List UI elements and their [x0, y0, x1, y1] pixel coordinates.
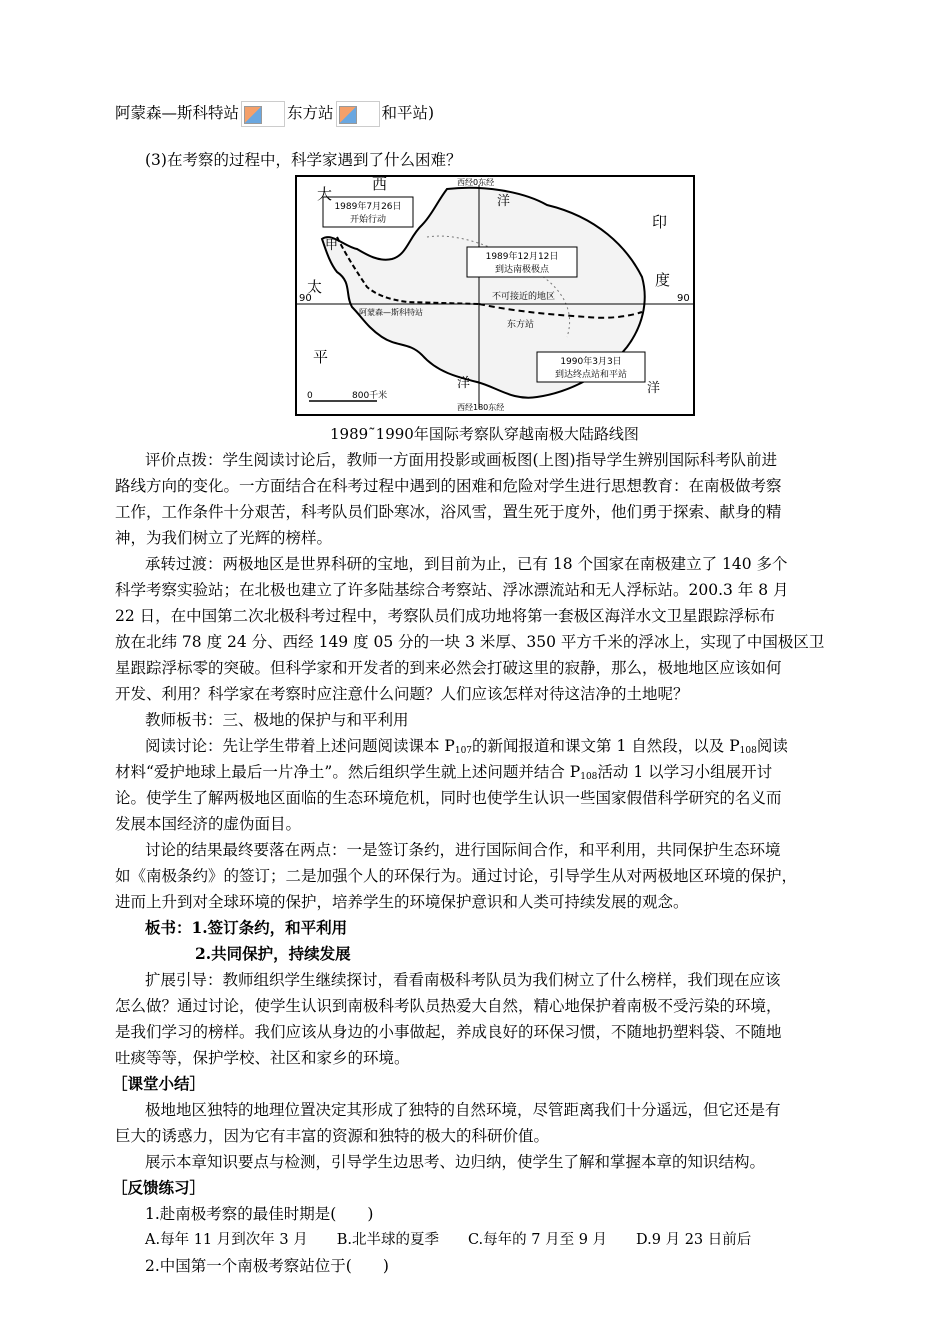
map-caption: 1989˜1990年国际考察队穿越南极大陆路线图 [330, 425, 639, 443]
ocean-label: 印 [652, 213, 668, 231]
ocean-label: 度 [655, 271, 671, 289]
text-line: 阅读讨论：先让学生带着上述问题阅读课本 $P_{107}$的新闻报道和课文第 1 自然段，以及 $P_{108}$阅读 [145, 737, 788, 756]
ocean-label: 西 [372, 177, 388, 193]
text-line: 星跟踪浮标零的突破。但科学家和开发者的到来必然会打破这里的寂静，那么，极地地区应该如何 [115, 659, 782, 677]
exercise-question: 1.赴南极考察的最佳时期是( ) [145, 1205, 374, 1223]
text-line: 吐痰等等，保护学校、社区和家乡的环境。 [115, 1049, 410, 1067]
label-end: 到达终点站和平站 [554, 370, 628, 380]
board-point-2: 2.共同保护，持续发展 [195, 944, 351, 963]
text-line: 论。使学生了解两极地区面临的生态环境危机，同时也使学生认识一些国家假借科学研究的名义而 [115, 789, 782, 807]
station-mirny: 和平站) [381, 104, 435, 122]
exercise-options: A.每年 11 月到次年 3 月 B.北半球的夏季 C.每年的 7 月至 9 月 D.9 月 23 日前后 [145, 1232, 752, 1248]
text-line: 讨论的结果最终要落在两点：一是签订条约，进行国际间合作，和平利用，共同保护生态环境 [145, 841, 781, 859]
text-line: 极地地区独特的地理位置决定其形成了独特的自然环境，尽管距离我们十分遥远，但它还是有 [145, 1101, 781, 1119]
section-heading-exercise: ［反馈练习］ [112, 1178, 206, 1197]
label-pole: 到达南极极点 [494, 265, 550, 275]
station-amundsen: 阿蒙森—斯科特站 [115, 104, 240, 122]
ocean-label: 大 [317, 185, 333, 203]
exercise-question: 2.中国第一个南极考察站位于( ) [145, 1257, 389, 1275]
ocean-label: 太 [307, 278, 323, 296]
text-line: 承转过渡：两极地区是世界科研的宝地，到目前为止，已有 18 个国家在南极建立了 140 多个 [145, 555, 788, 573]
text-line: 放在北纬 78 度 24 分、西经 149 度 05 分的一块 3 米厚、350 平方千米的浮冰上，实现了中国极区卫 [115, 633, 825, 651]
label-end-date: 1990年3月3日 [560, 357, 622, 367]
map-longitude-label: 西经180东经 [457, 403, 505, 412]
ocean-label: 洋 [647, 381, 661, 396]
ocean-label: 洋 [497, 194, 511, 209]
map-region-label: 不可接近的地区 [492, 292, 556, 302]
map-longitude-label: 90 [677, 293, 690, 304]
scale-label: 800千米 [352, 391, 388, 401]
ocean-label: 平 [313, 348, 329, 366]
map-longitude-label: 西经0东经 [457, 178, 495, 187]
text-line: 如《南极条约》的签订；二是加强个人的环保行为。通过讨论，引导学生从对两极地区环境的保护， [115, 867, 798, 885]
board-point-1: 板书：1.签订条约，和平利用 [145, 918, 348, 937]
question-3: (3)在考察的过程中，科学家遇到了什么困难？ [145, 151, 462, 169]
broken-image-icon [241, 101, 285, 127]
text-line: 巨大的诱惑力，因为它有丰富的资源和独特的极大的科研价值。 [115, 1127, 550, 1145]
map-label: 甲 [325, 238, 339, 253]
text-line: 展示本章知识要点与检测，引导学生边思考、边归纳，使学生了解和掌握本章的知识结构。 [145, 1153, 766, 1171]
text-line: 材料“爱护地球上最后一片净土”。然后组织学生就上述问题并结合 $P_{108}$活动 1 以学习小组展开讨 [115, 763, 773, 782]
ocean-label: 洋 [457, 376, 471, 391]
text-line: 开发、利用？科学家在考察时应注意什么问题？人们应该怎样对待这洁净的土地呢？ [115, 685, 689, 703]
text-line: 扩展引导：教师组织学生继续探讨，看看南极科考队员为我们树立了什么榜样，我们现在应该 [145, 971, 781, 989]
text-line: 科学考察实验站；在北极也建立了许多陆基综合考察站、浮冰漂流站和无人浮标站。200.3 年 8 月 [115, 581, 789, 599]
section-heading-summary: ［课堂小结］ [112, 1074, 206, 1093]
map-station-label: 东方站 [507, 320, 535, 330]
map-station-label: 阿蒙森—斯科特站 [359, 308, 423, 317]
station-answer-line [115, 100, 434, 127]
text-line: 怎么做？通过讨论，使学生认识到南极科考队员热爱大自然，精心地保护着南极不受污染的环境， [115, 997, 782, 1015]
board-note: 教师板书：三、极地的保护与和平利用 [145, 711, 409, 729]
text-line: 工作，工作条件十分艰苦，科考队员们卧寒冰，浴风雪，置生死于度外，他们勇于探索、献身的精 [115, 503, 782, 521]
text-line: 路线方向的变化。一方面结合在科考过程中遇到的困难和危险对学生进行思想教育：在南极做考察 [115, 477, 782, 495]
text-line: 22 日，在中国第二次北极科考过程中，考察队员们成功地将第一套极区海洋水文卫星跟踪浮标布 [115, 607, 776, 625]
label-pole-date: 1989年12月12日 [485, 252, 559, 262]
station-vostok: 东方站 [287, 104, 334, 122]
text-line: 神，为我们树立了光辉的榜样。 [115, 529, 333, 547]
text-line: 发展本国经济的虚伪面目。 [115, 815, 302, 833]
map-longitude-label: 90 [299, 293, 312, 304]
label-start: 开始行动 [349, 215, 387, 225]
antarctica-route-map [295, 175, 695, 416]
text-line: 是我们学习的榜样。我们应该从身边的小事做起，养成良好的环保习惯，不随地扔塑料袋、不随地 [115, 1023, 782, 1041]
label-start-date: 1989年7月26日 [334, 202, 402, 212]
text-line: 评价点拨：学生阅读讨论后，教师一方面用投影或画板图(上图)指导学生辨别国际科考队前进 [145, 451, 778, 469]
text-line: 进而上升到对全球环境的保护，培养学生的环境保护意识和人类可持续发展的观念。 [115, 893, 689, 911]
broken-image-icon [336, 101, 380, 127]
scale-zero: 0 [307, 391, 313, 401]
